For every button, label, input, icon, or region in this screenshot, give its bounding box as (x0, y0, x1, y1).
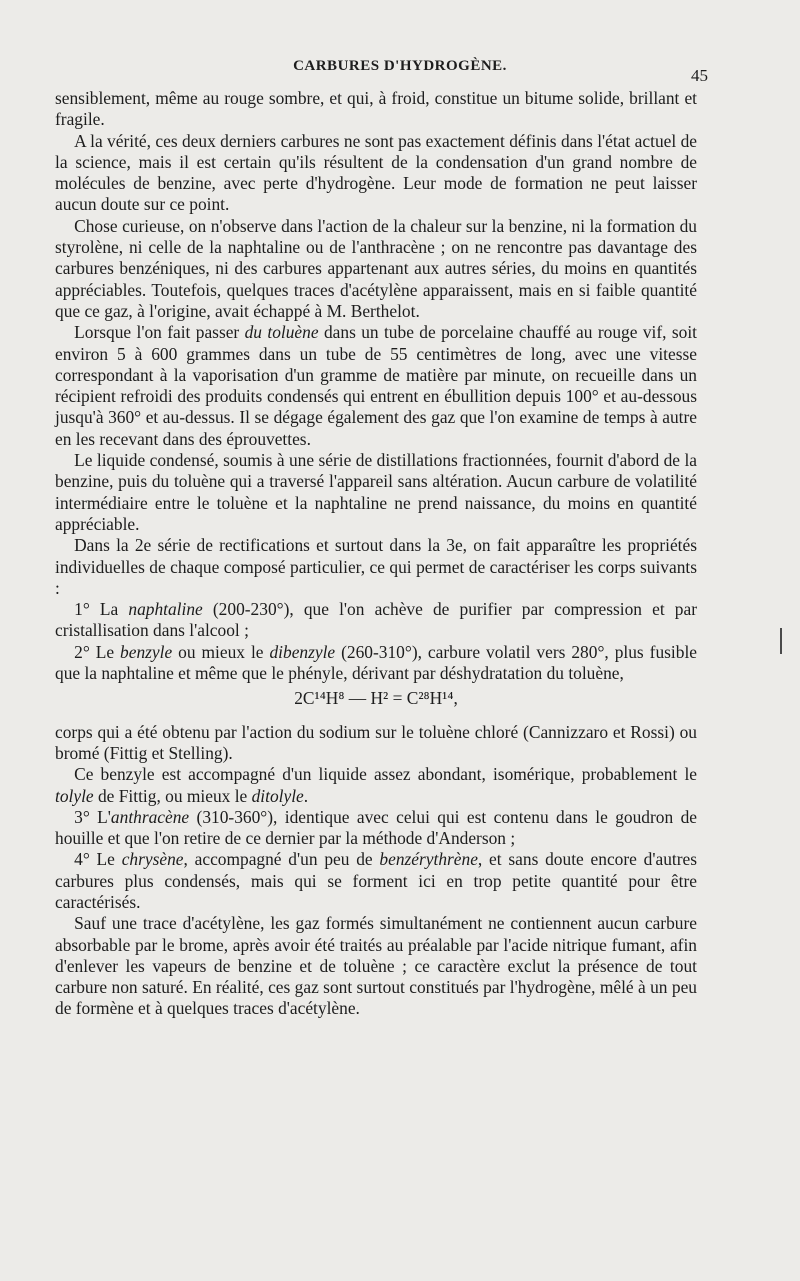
text-run: A la vérité, ces deux derniers carbures ne sont pas exactement définis dans l'état actuel de la science, mais il est certain qu'ils résultent de la condensation d'un grand nombre de molécules de benzine, avec perte d'hydrogène. Leur mode de formation ne peut laisser aucun doute sur ce point. (55, 130, 697, 215)
italic-term: tolyle (55, 785, 94, 806)
text-run: 2° Le (74, 641, 121, 662)
text-run: 1° La (74, 599, 129, 620)
paragraph (55, 88, 697, 131)
paragraph (55, 450, 697, 535)
text-run: dans un tube de porcelaine chauffé au rouge vif, soit environ 5 à 600 grammes dans un tube de 55 centimètres de long, avec une vitesse correspondant à la vaporisation d'un gramme de matière par minute, on recueille dans un récipient refroidi des produits condensés qui entrent en ébullition depuis 100° et au-dessous jusqu'à 360° et au-dessus. Il se dégage également des gaz que l'on examine de temps à autre en les recevant dans des éprouvettes. (55, 322, 697, 449)
paragraph (55, 599, 697, 642)
text-run: 4° Le (74, 849, 122, 870)
page-number: 45 (691, 66, 708, 85)
text-run: Dans la 2e série de rectifications et surtout dans la 3e, on fait apparaître les propriétés individuelles de chaque composé particulier, ce qui permet de caractériser les corps suivants : (55, 535, 697, 598)
text-run: Le liquide condensé, soumis à une série de distillations fractionnées, fournit d'abord de la benzine, puis du toluène qui a traversé l'appareil sans altération. Aucun carbure de volatilité intermédiaire entre le toluène et la naphtaline ne prend naissance, du moins en quantité appréciable. (55, 450, 697, 534)
margin-mark (780, 628, 782, 654)
paragraph (55, 764, 697, 807)
italic-term: benzyle (120, 641, 173, 662)
paragraph (55, 849, 697, 913)
paragraph (55, 216, 697, 322)
italic-term: chrysène (121, 849, 184, 870)
italic-term: ditolyle (251, 785, 304, 806)
paragraph (55, 722, 697, 765)
running-title: CARBURES D'HYDROGÈNE. (293, 58, 507, 74)
text-run: Sauf une trace d'acétylène, les gaz formés simultanément ne contiennent aucun carbure absorbable par le brome, après avoir été traités au préalable par l'acide nitrique fumant, afin d'enlever les vapeurs de benzine et de toluène ; ce caractère exclut la présence de tout carbure non saturé. En réalité, ces gaz sont surtout constitués par l'hydrogène, mêlé à un peu de formène et à quelques traces d'acétylène. (55, 913, 697, 1019)
italic-term: anthracène (110, 806, 190, 827)
text-run: sensiblement, même au rouge sombre, et qui, à froid, constitue un bitume solide, brillant et fragile. (55, 88, 697, 130)
paragraph (55, 535, 697, 599)
text-run: corps qui a été obtenu par l'action du sodium sur le toluène chloré (Cannizzaro et Rossi) ou bromé (Fittig et Stelling). (55, 721, 697, 763)
text-run: Chose curieuse, on n'observe dans l'action de la chaleur sur la benzine, ni la formation du styrolène, ni celle de la naphtaline ou de l'anthracène ; on ne rencontre pas davantage des carbures benzéniques, ni des carbures appartenant aux autres séries, du moins en quantités appréciables. Toutefois, quelques traces d'acétylène apparaissent, mais en si faible quantité que ce gaz, à l'origine, avait échappé à M. Berthelot. (55, 215, 697, 321)
italic-term: benzérythrène (379, 849, 478, 870)
body-text (55, 88, 697, 1020)
text-run: , et sans doute encore d'autres carbures plus condensés, mais qui se forment ici en trop petite quantité pour être caractérisés. (55, 849, 698, 912)
text-run: ou mieux le (172, 641, 270, 662)
paragraph (55, 913, 697, 1019)
paragraph (55, 131, 697, 216)
text-run: Ce benzyle est accompagné d'un liquide assez abondant, isomérique, probablement le (74, 764, 697, 785)
text-run: (310-360°), identique avec celui qui est contenu dans le goudron de houille et que l'on retire de ce dernier par la méthode d'Anderson ; (55, 806, 697, 849)
italic-term: du toluène (244, 322, 319, 343)
text-run: (200-230°), que l'on achève de purifier par compression et par cristallisation dans l'alcool ; (55, 599, 698, 641)
paragraph (55, 642, 697, 685)
formula: 2C¹⁴H⁸ — H² = C²⁸H¹⁴, (294, 688, 458, 709)
text-run: , accompagné d'un peu de (183, 849, 380, 870)
text-run: (260-310°), carbure volatil vers 280°, plus fusible que la naphtaline et même que le phényle, dérivant par déshydratation du toluène, (55, 641, 697, 684)
text-run: Lorsque l'on fait passer (74, 322, 245, 343)
text-run: de Fittig, ou mieux le (93, 785, 252, 806)
text-run: . (303, 785, 309, 806)
paragraph (55, 807, 697, 850)
italic-term: naphtaline (128, 599, 203, 620)
italic-term: dibenzyle (269, 641, 336, 662)
text-run: 3° L' (74, 806, 111, 827)
paragraph (55, 322, 697, 450)
